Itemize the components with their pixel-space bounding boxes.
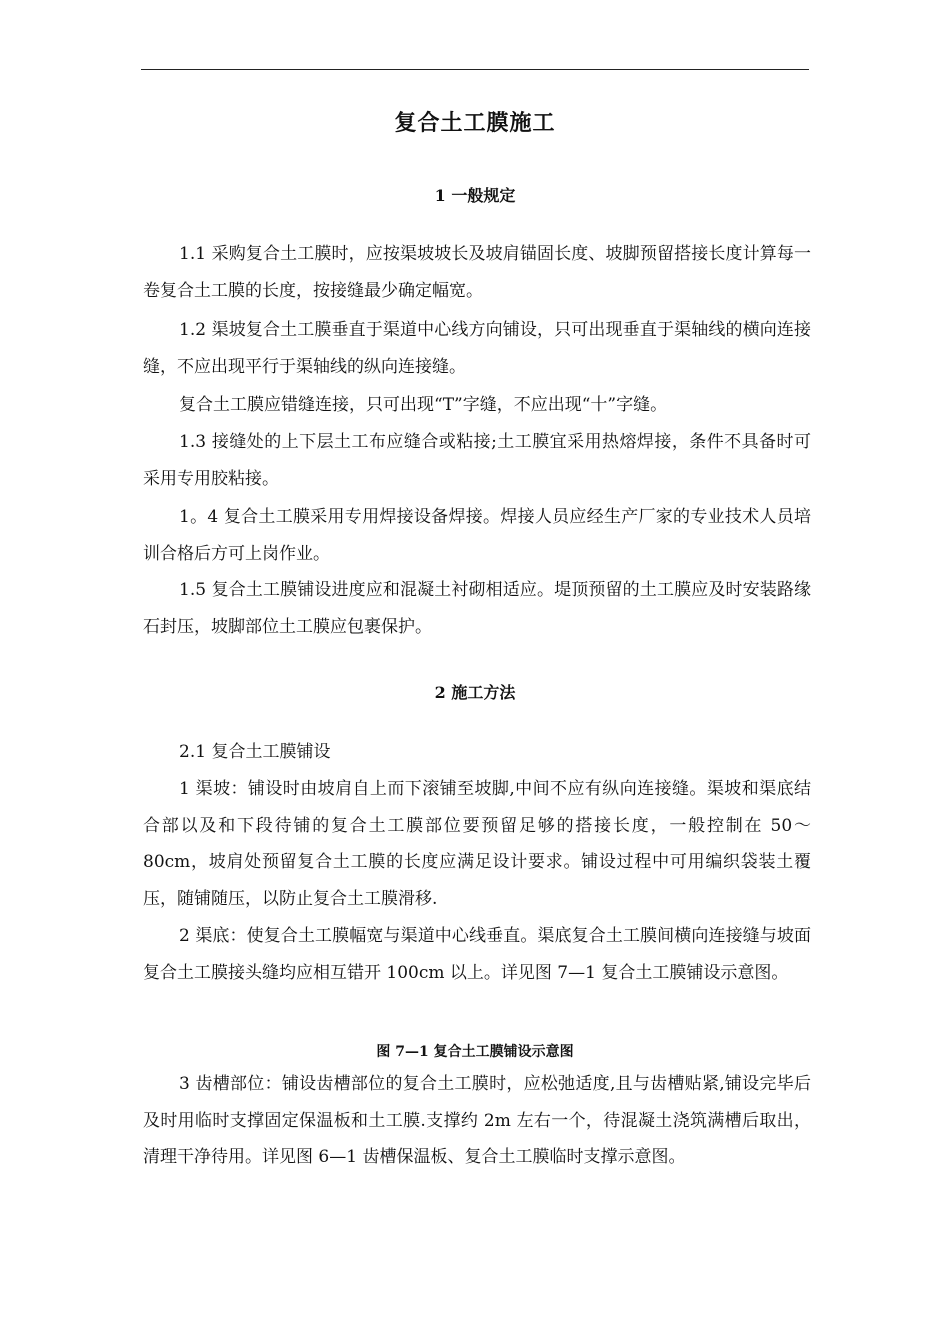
document-title: 复合土工膜施工 <box>394 110 556 136</box>
paragraph: 1.5 复合土工膜铺设进度应和混凝土衬砌相适应。堤顶预留的土工膜应及时安装路缘石封压，坡脚部位土工膜应包裹保护。 <box>143 580 811 637</box>
paragraph: 2 渠底：使复合土工膜幅宽与渠道中心线垂直。渠底复合土工膜间横向连接缝与坡面复合土工膜接头缝均应相互错开 100cm 以上。详见图 7—1 复合土工膜铺设示意图。 <box>143 926 811 983</box>
section-heading-methods: 2 施工方法 <box>434 683 516 702</box>
paragraph: 复合土工膜应错缝连接，只可出现“T”字缝，不应出现“十”字缝。 <box>179 395 668 415</box>
paragraph: 2.1 复合土工膜铺设 <box>179 742 331 762</box>
paragraph: 1.1 采购复合土工膜时，应按渠坡坡长及坡肩锚固长度、坡脚预留搭接长度计算每一卷复合土工膜的长度，按接缝最少确定幅宽。 <box>143 244 811 301</box>
paragraph: 1 渠坡：铺设时由坡肩自上而下滚铺至坡脚,中间不应有纵向连接缝。渠坡和渠底结合部以及和下段待铺的复合土工膜部位要预留足够的搭接长度，一般控制在 50～80cm，坡肩处预留复合土工膜的长度应满足设计要求。铺设过程中可用编织袋装土覆压，随铺随压，以防止复合土工膜滑移. <box>143 779 811 909</box>
section-heading-general: 1 一般规定 <box>434 186 516 205</box>
paragraph: 3 齿槽部位：铺设齿槽部位的复合土工膜时，应松弛适度,且与齿槽贴紧,铺设完毕后及时用临时支撑固定保温板和土工膜.支撑约 2m 左右一个，待混凝土浇筑满槽后取出，清理干净待用。详见图 6—1 齿槽保温板、复合土工膜临时支撑示意图。 <box>143 1074 811 1167</box>
paragraph: 1。4 复合土工膜采用专用焊接设备焊接。焊接人员应经生产厂家的专业技术人员培训合格后方可上岗作业。 <box>143 507 811 564</box>
header-rule <box>141 69 809 70</box>
figure-caption: 图 7—1 复合土工膜铺设示意图 <box>376 1044 574 1060</box>
paragraph: 1.2 渠坡复合土工膜垂直于渠道中心线方向铺设，只可出现垂直于渠轴线的横向连接缝，不应出现平行于渠轴线的纵向连接缝。 <box>143 320 811 377</box>
paragraph: 1.3 接缝处的上下层土工布应缝合或粘接;土工膜宜采用热熔焊接，条件不具备时可采用专用胶粘接。 <box>143 432 811 489</box>
